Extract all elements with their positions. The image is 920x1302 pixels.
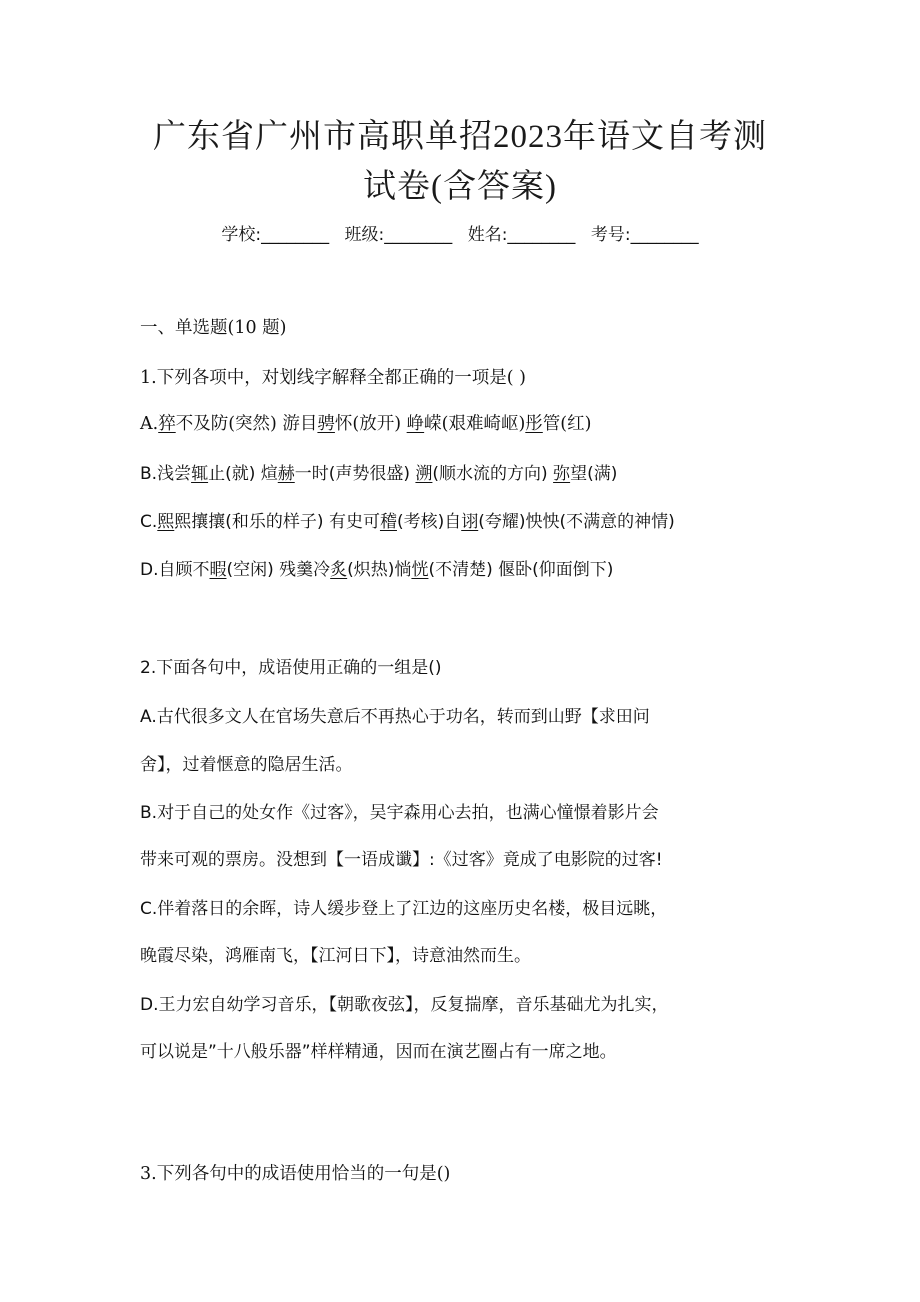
text: 怀(放开) <box>334 414 407 434</box>
underlined-char: 炙 <box>330 560 348 580</box>
text: (顺水流的方向) <box>432 464 554 484</box>
q2-option-b-line-1: B.对于自己的处女作《过客》，吴宇森用心去拍，也满心憧憬着影片会 <box>140 803 659 823</box>
text: (不清楚) 偃卧(仰面倒下) <box>428 560 614 580</box>
text: B.浅尝 <box>140 464 192 484</box>
underlined-char: 恍 <box>411 560 429 580</box>
text: D.自顾不 <box>140 560 210 580</box>
text: (空闲) 残羹冷 <box>226 560 331 580</box>
underlined-char: 赫 <box>277 464 295 484</box>
q1-option-b <box>140 460 617 488</box>
underlined-char: 溯 <box>415 464 433 484</box>
q2-option-c-line-1: C.伴着落日的余晖，诗人缓步登上了江边的这座历史名楼，极目远眺， <box>140 899 668 919</box>
class-field: 班级:________ <box>344 225 453 245</box>
text: 一时(声势很盛) <box>294 464 416 484</box>
q2-option-d-line-1: D.王力宏自幼学习音乐，【朝歌夜弦】，反复揣摩，音乐基础尤为扎实， <box>140 995 669 1015</box>
text: 止(就) 煊 <box>208 464 278 484</box>
underlined-char: 稽 <box>379 512 397 532</box>
q1-stem: 1.下列各项中，对划线字解释全都正确的一项是( ) <box>140 368 526 388</box>
q3-stem: 3.下列各句中的成语使用恰当的一句是() <box>140 1164 451 1184</box>
underlined-char: 彤 <box>525 414 543 434</box>
section-heading: 一、单选题(10 题) <box>140 318 287 338</box>
q1-option-d <box>140 556 613 584</box>
school-field: 学校:________ <box>221 225 330 245</box>
underlined-char: 熙 <box>157 512 175 532</box>
underlined-char: 暇 <box>209 560 227 580</box>
underlined-char: 峥 <box>406 414 425 434</box>
student-info-row <box>0 220 920 245</box>
q2-option-a-line-1: A.古代很多文人在官场失意后不再热心于功名，转而到山野【求田问 <box>140 707 650 727</box>
underlined-char: 诩 <box>461 512 479 532</box>
text: A. <box>140 414 159 434</box>
exam-title-line-1: 广东省广州市高职单招2023年语文自考测 <box>153 119 767 155</box>
q2-option-b-line-2: 带来可观的票房。没想到【一语成谶】:《过客》竟成了电影院的过客! <box>140 850 663 870</box>
text: 熙攘攘(和乐的样子) 有史可 <box>174 512 380 532</box>
text: 望(满) <box>570 464 618 484</box>
name-field: 姓名:________ <box>467 225 576 245</box>
q2-option-d-line-2: 可以说是”十八般乐器”样样精通，因而在演艺圈占有一席之地。 <box>140 1042 617 1062</box>
q2-option-c-line-2: 晚霞尽染，鸿雁南飞，【江河日下】，诗意油然而生。 <box>140 946 531 966</box>
text: 嵘(艰难崎岖) <box>424 414 526 434</box>
q1-option-c <box>140 508 675 536</box>
underlined-char: 弥 <box>553 464 571 484</box>
q1-option-a <box>140 410 591 438</box>
q2-stem: 2.下面各句中，成语使用正确的一组是() <box>140 658 442 678</box>
text: 管(红) <box>542 414 592 434</box>
underlined-char: 辄 <box>191 464 209 484</box>
exam-number-field: 考号:________ <box>590 225 699 245</box>
underlined-char: 猝 <box>158 414 176 434</box>
exam-title-line-2: 试卷(含答案) <box>363 169 557 205</box>
q2-option-a-line-2: 舍】，过着惬意的隐居生活。 <box>140 755 353 775</box>
text: 不及防(突然) 游目 <box>175 414 318 434</box>
text: (炽热)惝 <box>347 560 412 580</box>
text: (考核)自 <box>396 512 462 532</box>
text: C. <box>140 512 158 532</box>
text: (夸耀)怏怏(不满意的神情) <box>478 512 675 532</box>
underlined-char: 骋 <box>317 414 335 434</box>
